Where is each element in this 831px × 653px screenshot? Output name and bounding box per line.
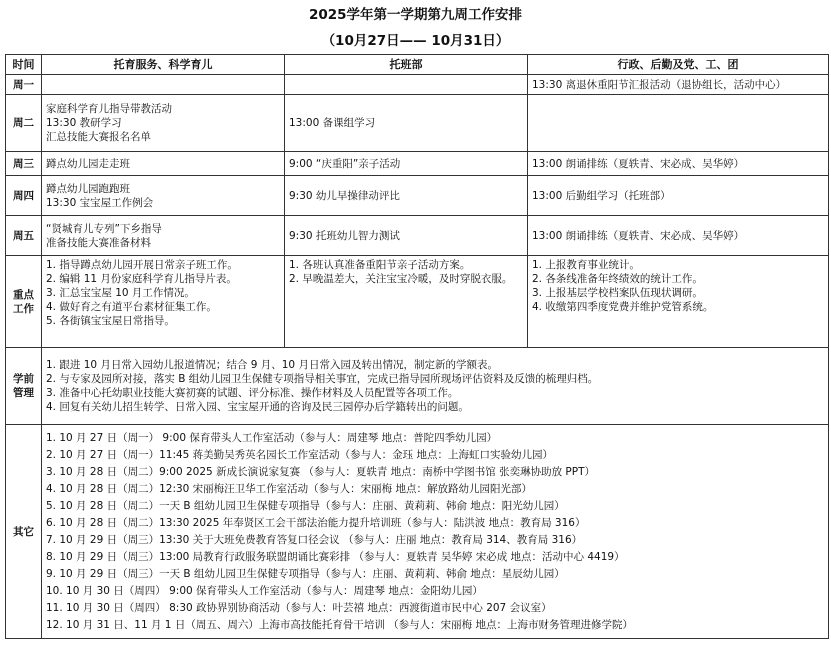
nursery-cell: [285, 75, 528, 95]
day-label: 周四: [6, 176, 42, 216]
day-row-friday: [6, 216, 829, 256]
childcare-cell: [42, 216, 285, 256]
key-work-childcare-cell: [42, 256, 285, 348]
header-childcare: 托育服务、科学育儿: [42, 55, 285, 75]
childcare-item: 汇总技能大赛报名名单: [46, 131, 151, 143]
childcare-item: 家庭科学育儿指导带教活动: [46, 103, 172, 115]
admin-item: 13:00 朗诵排练（夏轶青、宋必成、吴华婷）: [532, 229, 745, 242]
admin-cell: [528, 176, 829, 216]
childcare-item: 准备技能大赛准备材料: [46, 236, 151, 249]
childcare-item: “贤城育儿专列”下乡指导: [46, 222, 162, 235]
key-work-row: [6, 256, 829, 348]
childcare-item: 13:30 教研学习: [46, 117, 122, 129]
header-row: [6, 55, 829, 75]
nursery-cell: [285, 152, 528, 176]
other-item: 11. 10 月 30 日（周四） 8:30 政协界别协商活动（参与人：叶芸禧 地点：西渡街道市民中心 207 会议室）: [46, 601, 552, 614]
key-work-item: 4. 做好育之有道平台素材征集工作。: [46, 301, 217, 313]
nursery-item: 9:00 “庆重阳”亲子活动: [289, 157, 401, 170]
preschool-label: 学前管理: [6, 348, 42, 425]
day-label: 周五: [6, 216, 42, 256]
day-label: 周三: [6, 152, 42, 176]
admin-item: 13:30 离退休重阳节汇报活动（退协组长，活动中心）: [532, 78, 787, 91]
document-subtitle: （10月27日—— 10月31日）: [321, 33, 510, 49]
header-admin: 行政、后勤及党、工、团: [528, 55, 829, 75]
day-label: 周一: [6, 75, 42, 95]
nursery-item: 9:30 托班幼儿智力测试: [289, 229, 400, 242]
other-row: [6, 425, 829, 639]
childcare-cell: [42, 152, 285, 176]
admin-cell: [528, 95, 829, 152]
header-nursery: 托班部: [285, 55, 528, 75]
admin-cell: [528, 216, 829, 256]
other-item: 1. 10 月 27 日（周一） 9:00 保育带头人工作室活动（参与人：周建琴 地点：普陀四季幼儿园）: [46, 431, 498, 444]
admin-item: 13:00 朗诵排练（夏轶青、宋必成、吴华婷）: [532, 157, 745, 170]
nursery-cell: [285, 216, 528, 256]
other-item: 2. 10 月 27 日（周一）11:45 蒋美勤吴秀英名园长工作室活动（参与人：金珏 地点：上海虹口实验幼儿园）: [46, 448, 554, 461]
preschool-item: 1. 跟进 10 月日常入园幼儿报道情况；结合 9 月、10 月日常入园及转出情况，制定新的学额表。: [46, 359, 498, 371]
day-row-tuesday: [6, 95, 829, 152]
nursery-cell: [285, 176, 528, 216]
childcare-item: 蹲点幼儿园走走班: [46, 157, 130, 170]
day-row-monday: [6, 75, 829, 95]
nursery-item: 9:30 幼儿早操律动评比: [289, 189, 400, 202]
key-work-admin-cell: [528, 256, 829, 348]
key-work-item: 4. 收缴第四季度党费并维护党管系统。: [532, 301, 714, 313]
weekly-schedule-table: [5, 54, 829, 639]
other-item: 10. 10 月 30 日（周四） 9:00 保育带头人工作室活动（参与人：周建琴 地点：金阳幼儿园）: [46, 584, 483, 597]
other-item: 4. 10 月 28 日（周二）12:30 宋丽梅汪卫华工作室活动（参与人：宋丽梅 地点：解放路幼儿园阳光部）: [46, 482, 533, 495]
childcare-cell: [42, 95, 285, 152]
key-work-item: 3. 汇总宝宝屋 10 月工作情况。: [46, 287, 195, 299]
admin-item: 13:00 后勤组学习（托班部）: [532, 189, 671, 202]
preschool-item: 4. 回复有关幼儿招生转学、日常入园、宝宝屋开通的咨询及民三园停办后学籍转出的问题。: [46, 401, 469, 413]
other-cell: [42, 425, 829, 639]
key-work-item: 3. 上报基层学校档案队伍现状调研。: [532, 287, 703, 299]
childcare-cell: [42, 176, 285, 216]
preschool-row: [6, 348, 829, 425]
key-work-item: 1. 各班认真准备重阳节亲子活动方案。: [289, 259, 471, 271]
key-work-nursery-cell: [285, 256, 528, 348]
other-label: 其它: [6, 425, 42, 639]
day-row-thursday: [6, 176, 829, 216]
other-item: 12. 10 月 31 日、11 月 1 日（周五、周六）上海市高技能托育骨干培训 （参与人：宋丽梅 地点：上海市财务管理进修学院）: [46, 618, 633, 631]
key-work-item: 1. 上报教育事业统计。: [532, 259, 640, 271]
day-label: 周二: [6, 95, 42, 152]
nursery-cell: [285, 95, 528, 152]
key-work-item: 1. 指导蹲点幼儿园开展日常亲子班工作。: [46, 259, 238, 271]
document-title: 2025学年第一学期第九周工作安排: [308, 7, 523, 23]
preschool-cell: [42, 348, 829, 425]
other-item: 5. 10 月 28 日（周二）一天 B 组幼儿园卫生保健专项指导（参与人：庄丽、黄莉莉、韩俞 地点：阳光幼儿园）: [46, 499, 565, 512]
childcare-item: 13:30 宝宝屋工作例会: [46, 196, 154, 209]
childcare-item: 蹲点幼儿园跑跑班: [46, 182, 130, 195]
day-row-wednesday: [6, 152, 829, 176]
preschool-item: 3. 准备中心托幼职业技能大赛初赛的试题、评分标准、操作材料及人员配置等各项工作。: [46, 387, 459, 399]
admin-cell: [528, 75, 829, 95]
preschool-item: 2. 与专家及园所对接，落实 B 组幼儿园卫生保健专项指导相关事宜，完成已指导园所现场评估资料及反馈的梳理归档。: [46, 373, 599, 385]
header-time: 时间: [6, 55, 42, 75]
other-item: 3. 10 月 28 日（周二）9:00 2025 新成长演说家复赛 （参与人：夏轶青 地点：南桥中学图书馆 张奕琳协助放 PPT）: [46, 465, 595, 478]
key-work-item: 2. 各条线准备年终绩效的统计工作。: [532, 273, 703, 285]
key-work-item: 2. 编辑 11 月份家庭科学育儿指导片表。: [46, 273, 237, 285]
childcare-cell: [42, 75, 285, 95]
other-item: 7. 10 月 29 日（周三）13:30 关于大班免费教育答复口径会议 （参与人：庄丽 地点：教育局 314、教育局 316）: [46, 533, 583, 546]
key-work-item: 5. 各街镇宝宝屋日常指导。: [46, 315, 175, 327]
admin-cell: [528, 152, 829, 176]
other-item: 8. 10 月 29 日（周三）13:00 局教育行政服务联盟朗诵比赛彩排 （参与人：夏轶青 吴华婷 宋必成 地点：活动中心 4419）: [46, 550, 625, 563]
nursery-item: 13:00 备课组学习: [289, 117, 376, 129]
other-item: 9. 10 月 29 日（周三）一天 B 组幼儿园卫生保健专项指导（参与人：庄丽、黄莉莉、韩俞 地点：星辰幼儿园）: [46, 567, 565, 580]
key-work-label: 重点工作: [6, 256, 42, 348]
key-work-item: 2. 早晚温差大，关注宝宝冷暖，及时穿脱衣服。: [289, 273, 513, 285]
other-item: 6. 10 月 28 日（周二）13:30 2025 年奉贤区工会干部法治能力提升培训班（参与人：陆洪波 地点：教育局 316）: [46, 516, 586, 529]
